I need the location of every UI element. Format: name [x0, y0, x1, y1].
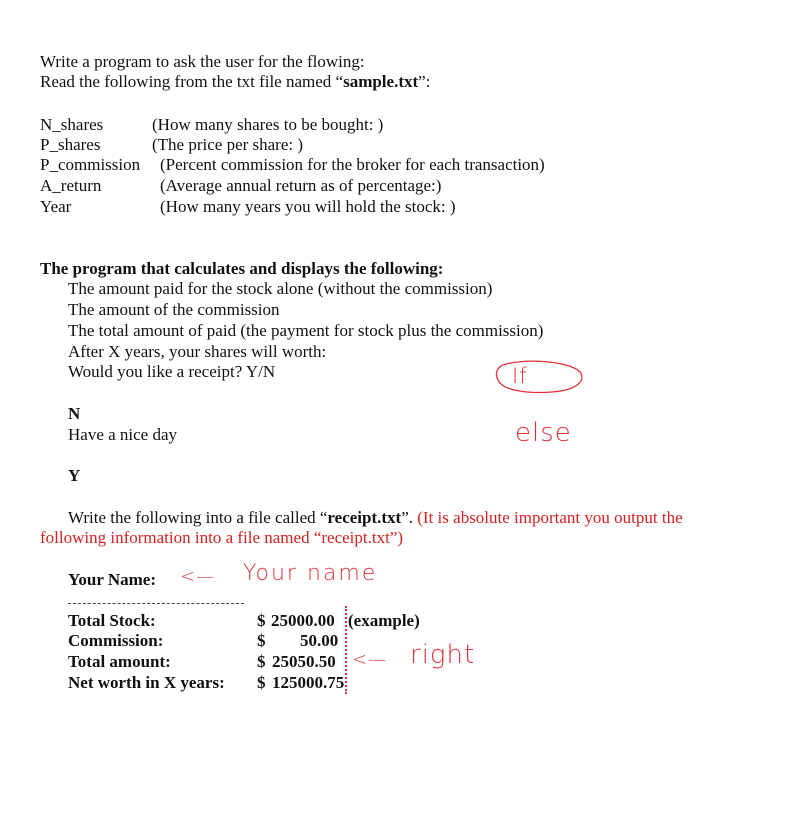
- receipt-currency: $: [257, 611, 266, 630]
- branch-y-label: Y: [68, 466, 81, 485]
- program-item: The total amount of paid (the payment for stock plus the commission): [68, 321, 544, 340]
- if-annotation: If: [512, 364, 528, 388]
- program-item-receipt-prompt: Would you like a receipt? Y/N: [68, 362, 276, 381]
- arrow-icon: <—: [180, 566, 216, 587]
- input-name-p-commission: P_commission: [40, 155, 141, 174]
- input-desc-n-shares: (How many shares to be bought: ): [152, 115, 384, 134]
- input-desc-p-shares: (The price per share: ): [152, 135, 304, 154]
- else-annotation: else: [515, 418, 572, 448]
- program-heading: The program that calculates and displays the following:: [40, 259, 444, 278]
- if-circle-annotation: [492, 358, 588, 396]
- receipt-label-total-stock: Total Stock:: [68, 611, 156, 630]
- program-item: The amount paid for the stock alone (without the commission): [68, 279, 493, 298]
- receipt-name-label: Your Name:: [68, 570, 156, 589]
- input-desc-a-return: (Average annual return as of percentage:): [160, 176, 442, 195]
- receipt-value-commission: 50.00: [300, 631, 339, 650]
- arrow-icon: <—: [352, 649, 388, 670]
- alignment-guide-line: [345, 606, 347, 694]
- receipt-example-note: (example): [348, 611, 420, 630]
- receipt-divider: [68, 603, 244, 604]
- program-item: After X years, your shares will worth:: [68, 342, 327, 361]
- important-note-line-2: following information into a file named “receipt.txt”): [40, 528, 404, 547]
- receipt-label-commission: Commission:: [68, 631, 164, 650]
- sample-file-name: sample.txt: [343, 72, 419, 91]
- intro-line-1: Write a program to ask the user for the flowing:: [40, 52, 365, 71]
- your-name-annotation: Your name: [243, 561, 378, 586]
- input-name-n-shares: N_shares: [40, 115, 104, 134]
- program-item: The amount of the commission: [68, 300, 280, 319]
- branch-y-write-line: Write the following into a file called “receipt.txt”. (It is absolute important you output the: [68, 508, 683, 527]
- input-desc-p-commission: (Percent commission for the broker for each transaction): [160, 155, 545, 174]
- receipt-file-name: receipt.txt: [327, 508, 402, 527]
- receipt-currency: $: [257, 652, 266, 671]
- branch-n-text: Have a nice day: [68, 425, 178, 444]
- receipt-value-total-amount: 25050.50: [272, 652, 336, 671]
- intro-line-2: Read the following from the txt file named “sample.txt”:: [40, 72, 431, 91]
- input-name-a-return: A_return: [40, 176, 102, 195]
- right-align-annotation: right: [410, 640, 476, 670]
- receipt-value-net-worth: 125000.75: [272, 673, 345, 692]
- receipt-value-total-stock: 25000.00: [271, 611, 335, 630]
- receipt-label-total-amount: Total amount:: [68, 652, 171, 671]
- input-desc-year: (How many years you will hold the stock: ): [160, 197, 456, 216]
- receipt-currency: $: [257, 673, 266, 692]
- input-name-year: Year: [40, 197, 72, 216]
- branch-n-label: N: [68, 404, 81, 423]
- receipt-label-net-worth: Net worth in X years:: [68, 673, 225, 692]
- input-name-p-shares: P_shares: [40, 135, 101, 154]
- receipt-currency: $: [257, 631, 266, 650]
- important-note-line-1: (It is absolute important you output the: [417, 508, 683, 527]
